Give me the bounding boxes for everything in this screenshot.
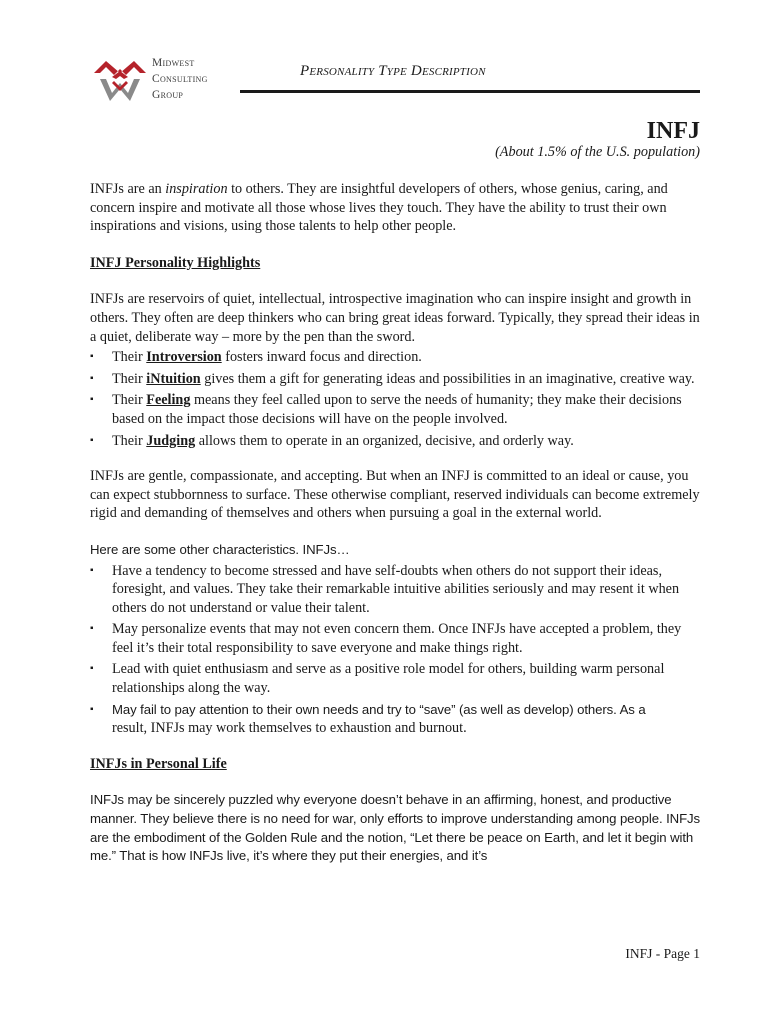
document-body [90, 180, 702, 866]
intro-paragraph [90, 180, 702, 236]
intro-text-b: to others. They are insightful developers of others, whose genius, caring, and concern inspire and motivate all those whose lives they touch. They have the ability to trust their own inspirations and visions, using those talents to help other people. [90, 181, 668, 235]
keyword: Judging [146, 432, 196, 449]
list-item: ▪ Lead with quiet enthusiasm and serve as a positive role model for others, building warm personal relationships along the way. [90, 661, 665, 697]
bullet-icon: ▪ [90, 394, 94, 406]
keyword: iNtuition [146, 370, 201, 387]
header-divider [240, 90, 700, 93]
bullet-icon: ▪ [90, 663, 94, 675]
logo-mark-icon [92, 57, 148, 105]
bullet-icon: ▪ [90, 703, 94, 715]
temperament-paragraph: INFJs are gentle, compassionate, and accepting. But when an INFJ is committed to an ideal or cause, you can expect stubbornness to surface. These otherwise compliant, reserved individuals can become extremely rigid and demanding of themselves and others when pursuing a goal in the external world. [90, 468, 700, 522]
bullet-icon: ▪ [90, 351, 94, 363]
characteristics-intro: Here are some other characteristics. INFJs… [90, 541, 350, 557]
keyword: Feeling [146, 392, 191, 409]
highlights-paragraph: INFJs are reservoirs of quiet, intellectual, introspective imagination who can inspire insight and growth in others. They often are deep thinkers who can bring great ideas forward. Typically, they spread their ideas in a quiet, deliberate way – more by the pen than the sword. [90, 291, 700, 345]
preference-bullet-list [90, 348, 702, 450]
personality-type-title: INFJ [646, 118, 700, 144]
logo-line-1: Midwest [152, 57, 195, 69]
logo-text [152, 55, 208, 103]
list-item: ▪ Their iNtuition gives them a gift for generating ideas and possibilities in an imaginative, creative way. [90, 370, 695, 387]
personal-life-paragraph: INFJs may be sincerely puzzled why everyone doesn’t behave in an affirming, honest, and productive manner. They believe there is no need for war, only efforts to improve understanding among people. INFJs are the embodiment of the Golden Rule and the notion, “Let there be peace on Earth, and let it begin with me.” That is how INFJs live, it’s where they put their energies, and it’s [90, 792, 701, 864]
logo-line-2: Consulting [152, 73, 208, 85]
list-item: ▪ Their Feeling means they feel called upon to serve the needs of humanity; they make their decisions based on the impact those decisions will have on the people involved. [90, 392, 682, 427]
bullet-icon: ▪ [90, 434, 94, 446]
list-item: ▪ Have a tendency to become stressed and have self-doubts when others do not support their ideas, foresight, and values. They take their remarkable intuitive abilities seriously and may resent it when others do not understand or value their talent. [90, 562, 680, 616]
personal-life-heading: INFJs in Personal Life [90, 755, 227, 772]
bullet-icon: ▪ [90, 623, 94, 635]
list-item: ▪ Their Introversion fosters inward focus and direction. [90, 349, 422, 366]
population-subtitle: (About 1.5% of the U.S. population) [495, 144, 700, 160]
document-title: Personality Type Description [300, 63, 486, 79]
list-item: ▪ Their Judging allows them to operate in an organized, decisive, and orderly way. [90, 432, 574, 449]
list-item: ▪ May personalize events that may not even concern them. Once INFJs have accepted a problem, they feel it’s their total responsibility to save everyone and make things right. [90, 621, 682, 656]
characteristics-bullet-list [90, 562, 702, 738]
list-item: ▪ May fail to pay attention to their own needs and try to “save” (as well as develop) others. As a result, INFJs may work themselves to exhaustion and burnout. [90, 701, 646, 737]
logo-line-3: Group [152, 89, 184, 101]
bullet-icon: ▪ [90, 564, 94, 576]
intro-text-a: INFJs are an [90, 181, 166, 197]
page-footer: INFJ - Page 1 [625, 946, 700, 961]
highlights-heading: INFJ Personality Highlights [90, 254, 261, 271]
company-logo [92, 55, 242, 107]
keyword: Introversion [146, 349, 222, 366]
bullet-icon: ▪ [90, 372, 94, 384]
intro-emphasis: inspiration [165, 181, 228, 197]
